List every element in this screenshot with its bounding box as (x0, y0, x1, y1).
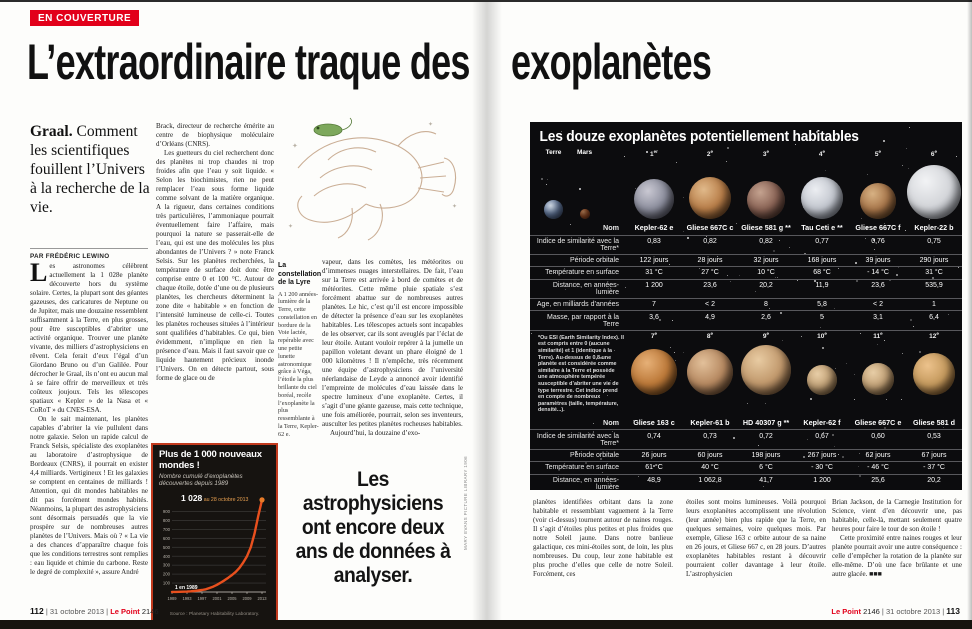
section-badge: EN COUVERTURE (30, 10, 139, 26)
svg-text:900: 900 (162, 508, 170, 514)
cell-value: 26 jours (641, 451, 667, 459)
chart-svg (159, 489, 270, 607)
cell-value: 122 jours (639, 257, 669, 265)
svg-text:1989: 1989 (167, 596, 177, 601)
cell-value: 267 jours (807, 451, 837, 459)
cell-value: 1 062,8 (698, 476, 722, 484)
planet-rank: 10e (817, 330, 827, 340)
cell-value: 60 jours (697, 451, 723, 459)
planet-row-1 (530, 149, 962, 219)
planet-cell (906, 149, 962, 219)
row-label: Indice de similarité avec la Terre* (536, 237, 619, 252)
planet-rank: 7e (650, 330, 658, 340)
cell-value: 23,6 (871, 281, 885, 289)
planet-cell (850, 331, 906, 395)
caption-body: A 1 200 années-lumière de la Terre, cette constellation en bordure de la Voie lactée, repérable avec une petite lunette astronomique grâce à Véga, l’étoile la plus brillante du ciel boréal, recèle l’exoplanète la plus ressemblante à la Terre, Kepler-62 e. (278, 290, 319, 438)
cell-value: 1 200 (813, 476, 831, 484)
planet-image-gliese-163-c (631, 349, 677, 395)
cell-value: 23,6 (703, 281, 717, 289)
table-row (530, 310, 962, 330)
planet-cell (682, 149, 738, 219)
cell-value: 25,6 (871, 476, 885, 484)
svg-text:1993: 1993 (182, 596, 192, 601)
planet-cell (626, 331, 682, 395)
cell-value: 11,9 (815, 281, 829, 289)
planet-image-gliese-667c-f (860, 183, 896, 219)
svg-text:200: 200 (162, 571, 170, 577)
table-name-row (530, 222, 962, 235)
cell-value: Kepler-62 f (803, 417, 841, 427)
standfirst (30, 122, 150, 217)
table-row (530, 298, 962, 310)
cell-value: 41,7 (759, 476, 773, 484)
page-gutter (472, 2, 502, 620)
cell-value: - 14 °C (867, 269, 889, 277)
cell-value: Gliese 667C e (854, 417, 902, 427)
cell-value: Tau Ceti e ** (801, 223, 843, 232)
chart-callout: 1 028 au 28 octobre 2013 (181, 493, 249, 503)
photo-credit: MARY EVANS PICTURE LIBRARY 1906 (463, 455, 468, 550)
cell-value: 48,9 (647, 476, 661, 484)
table-row (530, 254, 962, 266)
cell-value: 0,82 (703, 237, 717, 245)
cell-value: 68 °C (813, 269, 831, 277)
planet-image-hd-40307-g- (741, 345, 791, 395)
planet-image-gliese-667c-c (689, 177, 731, 219)
standfirst-text: Comment les scientifiques fouillent l’Univers à la recherche de la vie. (30, 123, 150, 216)
cell-value: HD 40307 g ** (742, 417, 790, 427)
svg-text:1 en 1989: 1 en 1989 (175, 585, 198, 591)
cell-value: 62 jours (865, 451, 891, 459)
planet-data-table-2 (530, 417, 962, 490)
lyra-constellation-illustration (268, 108, 468, 258)
headline-left: L’extraordinaire traque des (27, 34, 470, 90)
table-title: Les douze exoplanètes potentiellement habitables (539, 129, 859, 145)
reference-mars (577, 149, 592, 219)
table-row (530, 266, 962, 278)
cell-value: 40 °C (701, 464, 719, 472)
article-column-5: étoiles sont moins lumineuses. Voilà pourquoi leurs exoplanètes accomplissent une révolution (leur année) bien plus rapide que la Terre, en quelques semaines, voire quelques mois. Par exemple, Gliese 163 c orbite autour de sa naine en 26 jours, et Gliese 667 c, en 28 jours. D’autres exoplanètes habitables restant à découvrir pourraient coller davantage à leur étoile. L’astrophysicien (686, 498, 826, 578)
planet-image-gliese-667c-e (862, 363, 894, 395)
cell-value: 290 jours (919, 257, 949, 265)
row-label: Température en surface (545, 269, 619, 277)
row-label: Période orbitale (569, 451, 619, 459)
table-row (530, 429, 962, 448)
planet-cell (682, 331, 738, 395)
footer-left: 112 | 31 octobre 2013 | Le Point 2146 (30, 606, 159, 616)
cell-value: 0,77 (815, 237, 829, 245)
planet-cell (906, 331, 962, 395)
cell-value: 3,6 (649, 313, 659, 321)
cell-value: 3,1 (873, 313, 883, 321)
illustration-caption (278, 262, 320, 439)
cell-value: 6,4 (929, 313, 939, 321)
drop-cap: L (30, 262, 48, 287)
earth-mars-reference (530, 149, 626, 219)
article-column-2: Brack, directeur de recherche émérite au centre de biophysique moléculaire d’Orléans (CNRS). Les guetteurs du ciel recherchent donc des planètes ni trop chaudes ni trop froides afin que l’eau y soit liquide. « Selon les biochimistes, rien ne peut remplacer l’eau sous forme liquide comme solvant de la matière organique. A la rigueur, dans certaines conditions très particulières, l’ammoniaque pourrait éventuellement faire l’affaire, mais pourquoi la nature se passerait-elle de l’eau, qui est une des molécules les plus abondantes de l’Univers ? » note Franck Selsis. Sur les planètes recherchées, la température de surface doit donc être comprise entre 0 et 100 °C. Autour de chaque étoile, dotée d’une ou de plusieurs planètes, les chercheurs déterminent la zone dite « habitable » en fonction de l’intensité lumineuse de celle-ci. Toutes les planètes rocheuses situées à l’intérieur sont qualifiées d’habitables. Ce qui, bien évidemment, n’implique en rien la présence d’eau. Mais il faut savoir que ce liquide hautement précieux inonde l’Univers. On en détecte partout, sous forme de glace ou de (156, 122, 274, 382)
planet-image-gliese-581-d (913, 353, 955, 395)
standfirst-lead-word: Graal. (30, 123, 73, 140)
svg-text:✦: ✦ (288, 224, 294, 230)
cell-value: 0,82 (759, 237, 773, 245)
table-mid-zone (530, 331, 962, 414)
table-name-row (530, 417, 962, 430)
svg-text:100: 100 (162, 580, 170, 586)
cell-value: 1 200 (645, 281, 663, 289)
cell-value: 67 jours (921, 451, 947, 459)
cell-value: 20,2 (759, 281, 773, 289)
cell-value: 0,76 (871, 237, 885, 245)
cell-value: 0,74 (647, 432, 661, 440)
cell-value: 20,2 (927, 476, 941, 484)
cell-value: 0,67 (815, 432, 829, 440)
planet-rank: 3e (762, 149, 770, 159)
cell-value: 2,6 (761, 313, 771, 321)
planet-rank: 2e (706, 149, 714, 159)
cell-value: - 30 °C (811, 464, 833, 472)
cell-value: Kepler-22 b (914, 223, 954, 232)
pull-quote: Les astrophysiciens ont encore deux ans de données à analyser. (295, 468, 451, 587)
table-row (530, 461, 962, 473)
svg-text:600: 600 (162, 535, 170, 541)
svg-text:1997: 1997 (197, 596, 207, 601)
row-label: Nom (603, 417, 619, 427)
row-label: Période orbitale (569, 257, 619, 265)
cell-value: - 37 °C (923, 464, 945, 472)
row-label: Masse, par rapport à la Terre (547, 313, 619, 328)
cell-value: 0,75 (927, 237, 941, 245)
row-label: Distance, en années-lumière (552, 281, 619, 296)
planet-rank: 4e (818, 149, 826, 159)
planet-rank: 9e (762, 330, 770, 340)
row-label: Température en surface (545, 464, 619, 472)
cell-value: - 46 °C (867, 464, 889, 472)
cell-value: 1 (932, 301, 936, 309)
row-label: Age, en milliards d’années (536, 301, 619, 309)
planet-image-terre (544, 200, 563, 219)
cell-value: 0,72 (759, 432, 773, 440)
cell-value: Gliese 667C f (855, 223, 901, 232)
cell-value: 535,9 (925, 281, 943, 289)
cell-value: 0,60 (871, 432, 885, 440)
planet-data-table-1 (530, 222, 962, 331)
planet-cell (738, 331, 794, 395)
cell-value: 0,73 (703, 432, 717, 440)
esi-footnote: *Ou ESI (Earth Similarity Index). Il est compris entre 0 (aucune similarité) et 1 (identique à la Terre). Au-dessus de 0,8 une planète est considérée comme similaire à la Terre et possède une atmosphère tempérée susceptible d’abriter une vie de type terrestre. Cet indice prend en compte de nombreux paramètres (taille, température, densité...). (538, 334, 624, 414)
cell-value: Gliese 667C c (686, 223, 734, 232)
planet-cell (794, 331, 850, 395)
exoplanet-table-panel (530, 122, 962, 490)
chart-title: Plus de 1 000 nouveaux mondes ! (159, 449, 262, 471)
cell-value: Gliese 163 c (633, 417, 675, 427)
page-bottom-edge (0, 620, 972, 629)
planet-rank: 6e (930, 149, 938, 159)
svg-text:2005: 2005 (227, 596, 237, 601)
cell-value: < 2 (705, 301, 715, 309)
reference-label: Mars (577, 149, 593, 156)
cell-value: Kepler-62 e (634, 223, 674, 232)
cell-value: 28 jours (697, 257, 723, 265)
planet-row-2 (626, 331, 962, 395)
svg-text:✦: ✦ (292, 142, 298, 150)
headline-right: exoplanètes (511, 34, 712, 90)
article-column-4: planètes identifiées orbitant dans la zone habitable et ressemblant vaguement à la Terre (voir ci-dessus) tournent autour de naines rouges. Il s’agit d’étoiles plus petites et plus froides que notre Soleil jaune. Dans notre banlieue galactique, ces mini-étoiles sont, de loin, les plus nombreuses. Du coup, leur zone habitable est plus proche d’elles que celle de notre Soleil. Forcément, ces (533, 498, 673, 578)
page-right-edge (967, 0, 972, 629)
svg-text:2009: 2009 (242, 596, 252, 601)
chart-plot-area (159, 489, 270, 612)
table-row (530, 279, 962, 298)
chart-source: Source : Planetary Habitability Laboratory. (169, 612, 260, 617)
cell-value: 7 (652, 301, 656, 309)
planet-image-kepler-61-b (687, 349, 733, 395)
planet-image-mars (580, 209, 590, 219)
byline: PAR FRÉDÉRIC LEWINO (30, 248, 148, 260)
cell-value: 168 jours (807, 257, 837, 265)
cell-value: 0,83 (647, 237, 661, 245)
planet-cell (738, 149, 794, 219)
planet-rank: 5e (874, 149, 882, 159)
planet-rank: 12e (929, 330, 939, 340)
table-row (530, 449, 962, 461)
planet-image-kepler-62-e (634, 179, 674, 219)
planet-image-gliese-581-g- (747, 181, 785, 219)
planet-cell (850, 149, 906, 219)
cell-value: 10 °C (757, 269, 775, 277)
planet-image-kepler-22-b (907, 165, 961, 219)
article-column-6: Brian Jackson, de la Carnegie Institution for Science, vient d’en découvrir une, pas habitable, celle-là, mettant seulement quatre heures pour faire le tour de son étoile ! Cette proximité entre naines rouges et leur planète pourrait avoir une autre conséquence : celle d’empêcher la rotation de la planète sur elle-même. D’où une face brûlante et une autre glacée. ■■■ (832, 498, 962, 578)
cell-value: 5,8 (817, 301, 827, 309)
svg-text:400: 400 (162, 553, 170, 559)
svg-text:2013: 2013 (257, 596, 267, 601)
svg-text:2001: 2001 (212, 596, 222, 601)
article-column-3: vapeur, dans les comètes, les météorites ou d’immenses nuages interstellaires. De fait, l’eau sur la Terre est arrivée à bord de comètes et de météorites. Cette même pluie spatiale s’est forcément abattue sur de nombreuses autres planètes. Le hic, c’est qu’il est encore impossible de détecter la présence d’eau sur les exoplanètes habitables. Les télescopes actuels sont incapables de les observer, car ils sont aveuglés par l’éclat de leur étoile. Autant vouloir repérer à la jumelle un papillon voletant devant un phare éloigné de 1 000 kilomètres ! Il n’empêche, très récemment une équipe d’astrophysiciens de l’université néerlandaise de Leyde a annoncé avoir identifié l’empreinte de molécules d’eau laissée dans le spectre lumineux d’une exoplanète. Certes, il s’agit d’une géante gazeuse, mais cette technique, une fois améliorée, pourrait, selon ses inventeurs, ausculter les petites planètes rocheuses habitables. Aujourd’hui, la douzaine d’exo- (322, 258, 463, 437)
cell-value: 32 jours (753, 257, 779, 265)
svg-text:800: 800 (162, 517, 170, 523)
planet-image-kepler-62-f (807, 365, 837, 395)
cell-value: 61 °C (645, 464, 663, 472)
cell-value: 27 °C (701, 269, 719, 277)
cell-value: 6 °C (759, 464, 773, 472)
cell-value: 5 (820, 313, 824, 321)
cell-value: 31 °C (645, 269, 663, 277)
svg-text:✦: ✦ (428, 122, 434, 128)
row-label: Indice de similarité avec la Terre* (536, 432, 619, 447)
row-label: Nom (603, 223, 619, 232)
svg-text:500: 500 (162, 544, 170, 550)
planet-cell (626, 149, 682, 219)
planet-rank: 11e (873, 330, 883, 340)
cell-value: 8 (764, 301, 768, 309)
table-row (530, 235, 962, 254)
cell-value: < 2 (873, 301, 883, 309)
reference-terre (544, 149, 563, 219)
article-column-1: Les astronomes célèbrent actuellement la 1 028e planète découverte hors du système solaire. Certes, la plupart sont des géantes gazeuses, des caricatures de Neptune ou de Jupiter, mais une douzaine ressemblent suffisamment à la Terre, en plus grosses, pour être susceptibles d’abriter une activité organique. Trouver une planète vivante, des milliers d’astrophysiciens en rêvent. Cela ferait d’eux l’égal d’un Giordano Bruno ou d’un Galilée. Pour décrocher le Graal, ils n’ont eu aucun mal à se faire offrir de merveilleux et très coûteux joujoux. Tels les télescopes spatiaux « Kepler » de la Nasa et « CoRoT » du CNES-ESA. On le sait maintenant, les planètes capables d’abriter la vie pullulent dans notre galaxie. Selon un rapide calcul de Franck Selsis, spécialiste des exoplanètes au laboratoire d’astrophysique de Bordeaux (CNRS), il pourrait en exister 4,4 milliards. Vertigineux ! Et les galaxies se comptent en centaines de milliards ! Attention, qui dit mondes habitables ne dit pas forcément mondes habités. Néanmoins, la plupart des astrophysiciens sont désormais persuadés que la vie prospère sur de nombreuses autres planètes de l’Univers. Mais où ? « La vie a des chances d’apparaître chaque fois que les conditions terrestres sont remplies : eau liquide et chimie du carbone. Reste le degré de complexité », assure André (30, 262, 148, 576)
cell-value: 0,53 (927, 432, 941, 440)
planet-cell (794, 149, 850, 219)
cell-value: 39 jours (865, 257, 891, 265)
reference-label: Terre (545, 149, 562, 156)
chart-subtitle: Nombre cumulé d’exoplanètes découvertes depuis 1989 (159, 473, 243, 487)
footer-right: Le Point 2146 | 31 octobre 2013 | 113 (831, 606, 960, 616)
cell-value: 4,9 (705, 313, 715, 321)
exoplanet-discovery-chart (151, 443, 278, 623)
cell-value: Gliese 581 d (913, 417, 955, 427)
table-row (530, 474, 962, 491)
planet-rank: 1er (650, 149, 658, 159)
planet-rank: 8e (706, 330, 714, 340)
cell-value: Gliese 581 g ** (741, 223, 791, 232)
caption-title: La constellation de la Lyre (278, 262, 322, 286)
cell-value: Kepler-61 b (690, 417, 730, 427)
svg-text:✦: ✦ (452, 204, 458, 210)
svg-text:700: 700 (162, 526, 170, 532)
cell-value: 31 °C (925, 269, 943, 277)
row-label: Distance, en années-lumière (552, 476, 619, 490)
svg-text:300: 300 (162, 562, 170, 568)
planet-image-tau-ceti-e- (801, 177, 843, 219)
cell-value: 198 jours (751, 451, 781, 459)
